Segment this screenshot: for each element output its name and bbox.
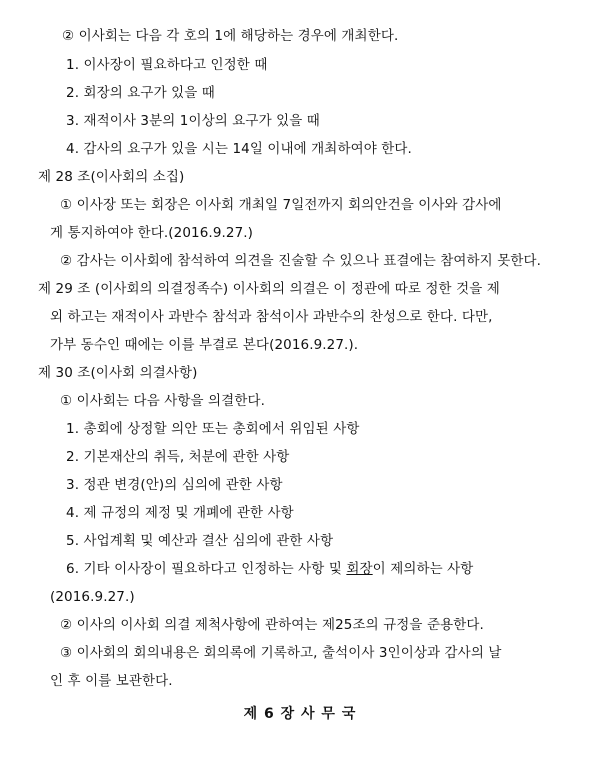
clause-30-subitem-2: 2. 기본재산의 취득, 처분에 관한 사항: [66, 449, 290, 465]
clause-30-item-2: ② 이사의 이사회 의결 제척사항에 관하여는 제25조의 규정을 준용한다.: [60, 617, 484, 633]
clause-30-item-3: ③ 이사회의 회의내용은 회의록에 기록하고, 출석이사 3인이상과 감사의 날: [60, 645, 502, 661]
clause-30-subitem-3: 3. 정관 변경(안)의 심의에 관한 사항: [66, 477, 283, 493]
clause-28-item-2: ② 감사는 이사회에 참석하여 의견을 진술할 수 있으나 표결에는 참여하지 못한다.: [60, 253, 542, 269]
clause-27-subitem-3: 3. 재적이사 3분의 1이상의 요구가 있을 때: [66, 113, 320, 129]
clause-28-item-1-cont: 게 통지하여야 한다.(2016.9.27.): [50, 225, 254, 241]
clause-29-text: 제 29 조 (이사회의 의결정족수) 이사회의 의결은 이 정관에 따로 정한 것을 제: [38, 281, 500, 297]
clause-30-subitem-4: 4. 제 규정의 제정 및 개폐에 관한 사항: [66, 505, 294, 521]
subitem-6-underlined-text: 회장: [346, 561, 373, 577]
clause-30-subitem-6: [66, 560, 473, 578]
clause-29-text-cont2: 가부 동수인 때에는 이를 부결로 본다(2016.9.27.).: [50, 337, 359, 353]
clause-27-subitem-1: 1. 이사장이 필요하다고 인정한 때: [66, 57, 268, 73]
clause-28-item-1: ① 이사장 또는 회장은 이사회 개최일 7일전까지 회의안건을 이사와 감사에: [60, 197, 502, 213]
clause-30-item-3-cont: 인 후 이를 보관한다.: [50, 673, 173, 689]
clause-30-subitem-6-date: (2016.9.27.): [50, 589, 135, 605]
subitem-6-text-before: 6. 기타 이사장이 필요하다고 인정하는 사항 및: [66, 561, 347, 577]
clause-30-item-1: ① 이사회는 다음 사항을 의결한다.: [60, 393, 265, 409]
clause-30-title: 제 30 조(이사회 의결사항): [38, 365, 198, 381]
chapter-heading: 제 6 장 사 무 국: [243, 706, 357, 722]
clause-27-subitem-4: 4. 감사의 요구가 있을 시는 14일 이내에 개최하여야 한다.: [66, 141, 412, 157]
clause-29-text-cont: 외 하고는 재적이사 과반수 참석과 참석이사 과반수의 찬성으로 한다. 다만,: [50, 309, 493, 325]
clause-30-subitem-5: 5. 사업계획 및 예산과 결산 심의에 관한 사항: [66, 533, 334, 549]
clause-27-subitem-2: 2. 회장의 요구가 있을 때: [66, 85, 215, 101]
clause-30-subitem-1: 1. 총회에 상정할 의안 또는 총회에서 위임된 사항: [66, 421, 360, 437]
subitem-6-text-after: 이 제의하는 사항: [372, 561, 474, 577]
clause-28-title: 제 28 조(이사회의 소집): [38, 169, 185, 185]
clause-27-item-2: ② 이사회는 다음 각 호의 1에 해당하는 경우에 개최한다.: [62, 28, 399, 44]
